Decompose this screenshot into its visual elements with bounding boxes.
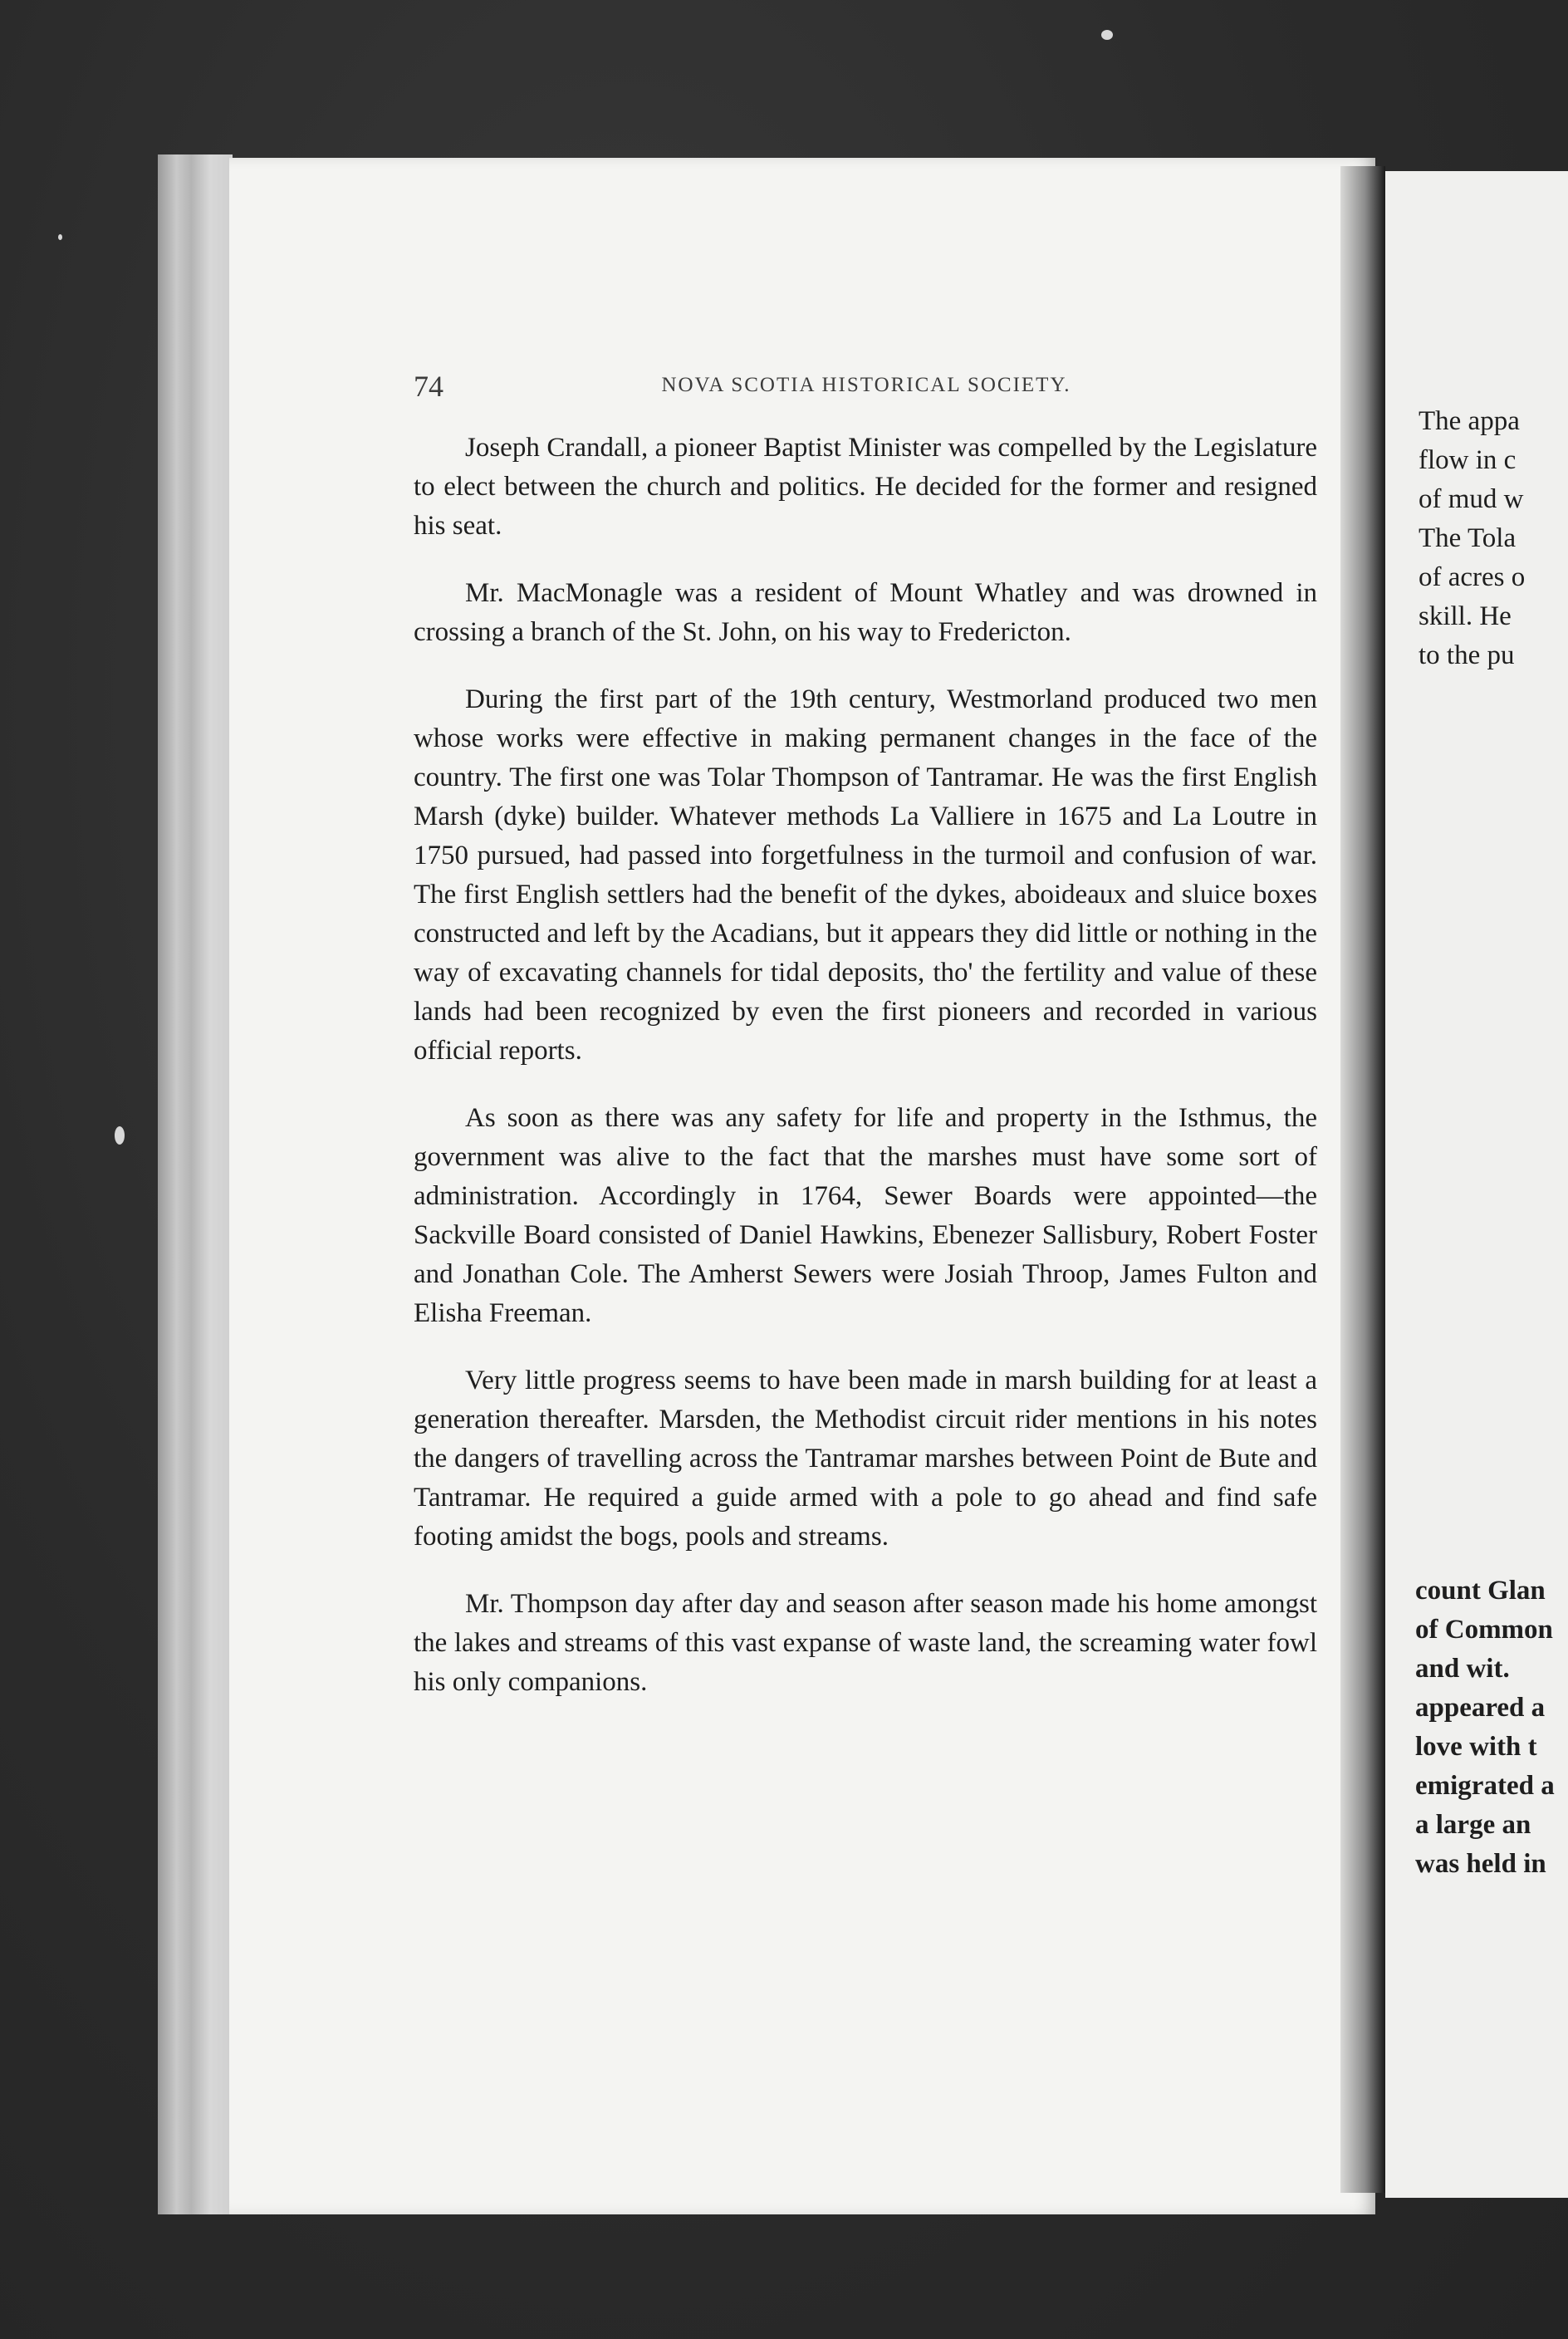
right-page-line: and wit. xyxy=(1415,1654,1510,1684)
right-page-line: The Tola xyxy=(1419,523,1517,553)
book-gutter xyxy=(1340,166,1385,2193)
right-page-text-bottom xyxy=(1415,1572,1568,1884)
right-page-line: The appa xyxy=(1419,406,1520,436)
right-page-line: love with t xyxy=(1415,1732,1537,1762)
running-header xyxy=(414,369,1319,409)
body-text xyxy=(414,429,1317,1730)
right-page-line: flow in c xyxy=(1419,445,1517,475)
dust-speck xyxy=(115,1126,125,1145)
dust-speck xyxy=(58,234,62,240)
right-page-line: of mud w xyxy=(1419,484,1524,514)
right-page-line: emigrated a xyxy=(1415,1771,1555,1801)
paragraph: Mr. MacMonagle was a resident of Mount Whatley and was drowned in crossing a branch of the St. John, on his way to Fredericton. xyxy=(414,578,1317,647)
right-book-page xyxy=(1385,171,1568,2198)
paragraph: Joseph Crandall, a pioneer Baptist Minister was compelled by the Legislature to elect between the church and politics. He decided for the former and resigned his seat. xyxy=(414,433,1317,541)
paragraph: During the first part of the 19th century, Westmorland produced two men whose works were effective in making permanent changes in the face of the country. The first one was Tolar Thompson of Tantramar. He was the first English Marsh (dyke) builder. Whatever methods La Valliere in 1675 and La Loutre in 1750 pursued, had passed into forgetfulness in the turmoil and confusion of war. The first English settlers had the benefit of the dykes, aboideaux and sluice boxes constructed and left by the Acadians, but it appears they did little or nothing in the way of excavating channels for tidal deposits, tho' the fertility and value of these lands had been recognized by even the first pioneers and recorded in various official reports. xyxy=(414,684,1317,1066)
right-page-line: skill. He xyxy=(1419,601,1512,631)
paragraph: As soon as there was any safety for life and property in the Isthmus, the government was alive to the fact that the marshes must have some sort of administration. Accordingly in 1764, Sewer Boards were appointed—the Sackville Board consisted of Daniel Hawkins, Ebenezer Sallisbury, Robert Foster and Jonathan Cole. The Amherst Sewers were Josiah Throop, James Fulton and Elisha Freeman. xyxy=(414,1103,1317,1328)
page-stack-edge xyxy=(158,154,233,2214)
right-page-line: a large an xyxy=(1415,1810,1531,1840)
right-page-line: of Common xyxy=(1415,1615,1553,1645)
running-header-title: NOVA SCOTIA HISTORICAL SOCIETY. xyxy=(661,374,1071,396)
right-page-line: to the pu xyxy=(1419,640,1515,670)
paragraph: Very little progress seems to have been made in marsh building for at least a generation thereafter. Marsden, the Methodist circuit rider mentions in his notes the dangers of travelling across the Tantramar marshes between Point de Bute and Tantramar. He required a guide armed with a pole to go ahead and find safe footing amidst the bogs, pools and streams. xyxy=(414,1366,1317,1552)
dust-speck xyxy=(1101,30,1113,40)
right-page-line: appeared a xyxy=(1415,1693,1546,1723)
right-page-line: count Glan xyxy=(1415,1576,1546,1606)
page-number: 74 xyxy=(414,370,443,403)
right-page-text-top xyxy=(1419,402,1568,675)
right-page-line: was held in xyxy=(1415,1849,1546,1879)
right-page-line: of acres o xyxy=(1419,562,1526,592)
paragraph: Mr. Thompson day after day and season after season made his home amongst the lakes and streams of this vast expanse of waste land, the screaming water fowl his only companions. xyxy=(414,1589,1317,1697)
